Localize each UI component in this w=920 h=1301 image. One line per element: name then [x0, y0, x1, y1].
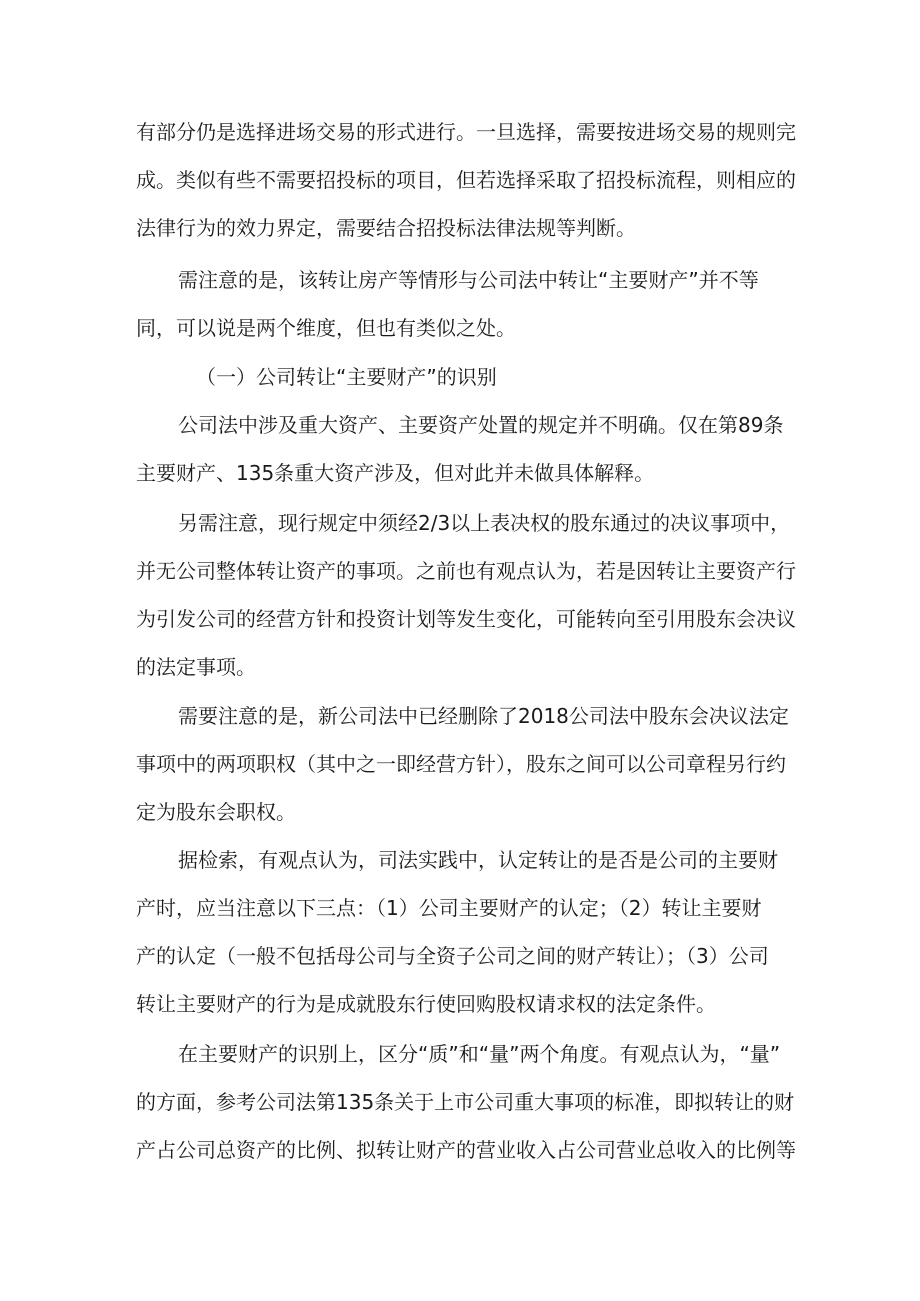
paragraph-first-line: 公司法中涉及重大资产、主要资产处置的规定并不明确。仅在第89条 [178, 413, 784, 437]
text-line: 定为股东会职权。 [136, 800, 296, 824]
text-line: 产的认定（一般不包括母公司与全资子公司之间的财产转让）；（3）公司 [136, 944, 769, 968]
text-line: 为引发公司的经营方针和投资计划等发生变化，可能转向至引用股东会决议 [136, 607, 796, 631]
text-line: 事项中的两项职权（其中之一即经营方针），股东之间可以公司章程另行约 [136, 752, 786, 776]
text-line: 的法定事项。 [136, 655, 256, 679]
text-line: 转让主要财产的行为是成就股东行使回购股权请求权的法定条件。 [136, 992, 716, 1016]
text-line: 产占公司总资产的比例、拟转让财产的营业收入占公司营业总收入的比例等 [136, 1138, 796, 1162]
text-line: 并无公司整体转让资产的事项。之前也有观点认为，若是因转让主要资产行 [136, 559, 796, 583]
text-line: 的方面，参考公司法第135条关于上市公司重大事项的标准，即拟转让的财 [136, 1090, 795, 1114]
paragraph-first-line: 据检索，有观点认为，司法实践中，认定转让的是否是公司的主要财 [178, 848, 778, 872]
paragraph-first-line: 在主要财产的识别上，区分“质”和“量”两个角度。有观点认为，“量” [178, 1042, 781, 1066]
text-line: 产时，应当注意以下三点：（1）公司主要财产的认定；（2）转让主要财 [136, 896, 762, 920]
text-line: 成。类似有些不需要招投标的项目，但若选择采取了招投标流程，则相应的 [136, 168, 796, 192]
section-heading: （一）公司转让“主要财产”的识别 [196, 365, 497, 389]
text-line: 法律行为的效力界定，需要结合招投标法律法规等判断。 [136, 216, 636, 240]
text-line: 同，可以说是两个维度，但也有类似之处。 [136, 316, 516, 340]
text-line: 有部分仍是选择进场交易的形式进行。一旦选择，需要按进场交易的规则完 [136, 120, 796, 144]
paragraph-first-line: 另需注意，现行规定中须经2/3以上表决权的股东通过的决议事项中， [178, 511, 791, 535]
paragraph-first-line: 需注意的是，该转让房产等情形与公司法中转让“主要财产”并不等 [178, 268, 759, 292]
text-line: 主要财产、135条重大资产涉及，但对此并未做具体解释。 [136, 461, 655, 485]
paragraph-first-line: 需要注意的是，新公司法中已经删除了2018公司法中股东会决议法定 [178, 704, 789, 728]
